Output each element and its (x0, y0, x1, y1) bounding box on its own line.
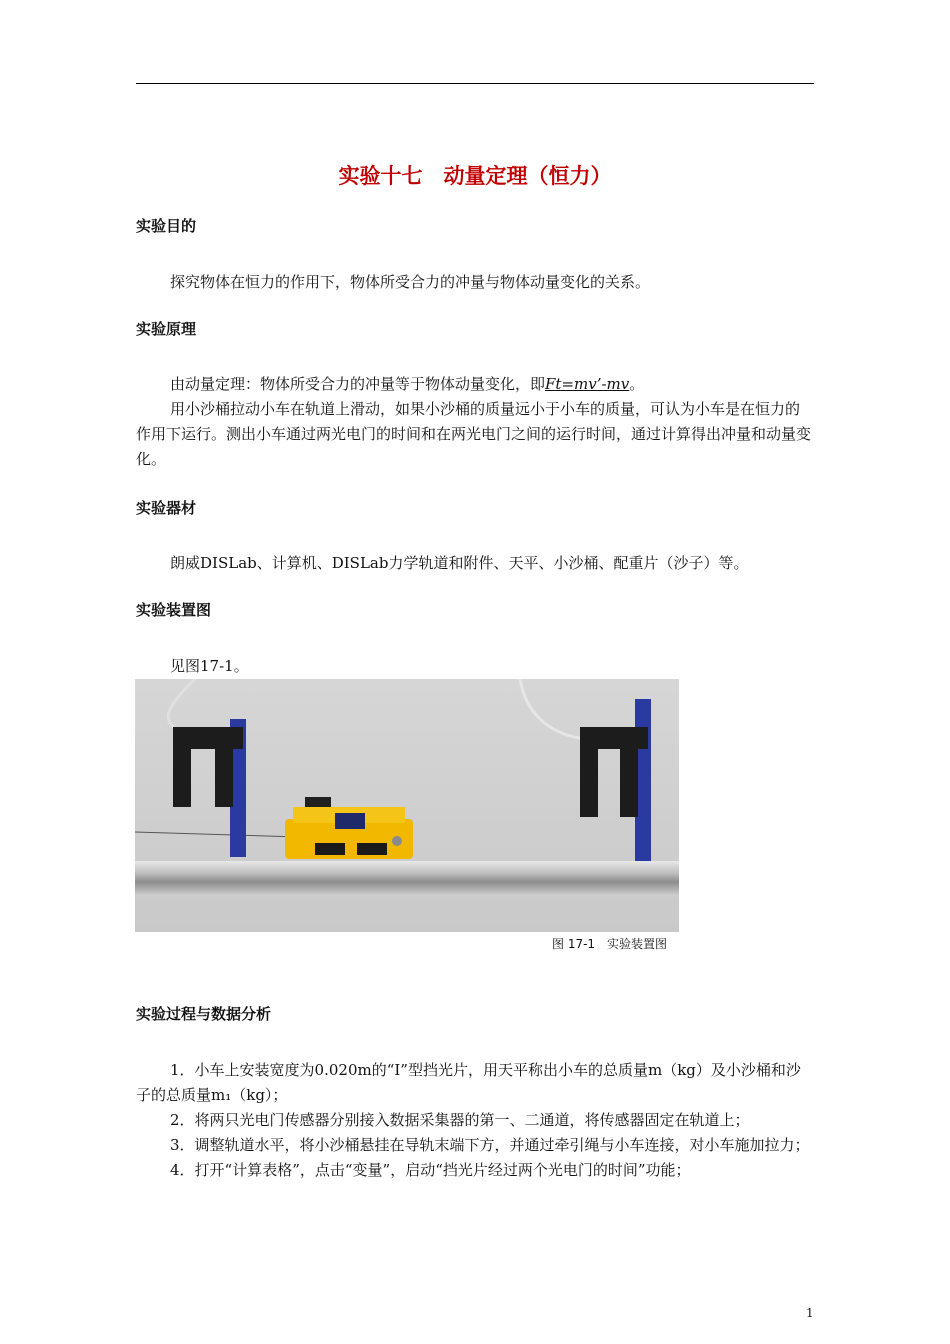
heading-setup: 实验装置图 (136, 601, 212, 619)
apparatus-figure (135, 679, 679, 932)
setup-paragraph (136, 654, 814, 679)
page-title: 实验十七 动量定理（恒力） (338, 164, 612, 188)
heading-procedure: 实验过程与数据分析 (136, 1005, 272, 1023)
figure-caption: 图 17-1 实验装置图 (552, 937, 668, 951)
principle-paragraph (136, 372, 814, 472)
principle-end: 。 (629, 375, 645, 393)
momentum-formula: Ft=mv’-mv (545, 375, 630, 393)
principle-line-2: 用小沙桶拉动小车在轨道上滑动，如果小沙桶的质量远小于小车的质量，可认为小车是在恒力的作用下运行。测出小车通过两光电门的时间和在两光电门之间的运行时间，通过计算得出冲量和动量变化。 (136, 400, 812, 468)
heading-principle: 实验原理 (136, 320, 197, 338)
purpose-text: 探究物体在恒力的作用下，物体所受合力的冲量与物体动量变化的关系。 (170, 273, 651, 291)
setup-text: 见图17-1。 (170, 657, 249, 675)
procedure-step-3: 3．调整轨道水平，将小沙桶悬挂在导轨末端下方，并通过牵引绳与小车连接，对小车施加拉力； (170, 1136, 810, 1154)
procedure-step-4: 4．打开“计算表格”，点击“变量”，启动“挡光片经过两个光电门的时间”功能； (170, 1161, 691, 1179)
procedure-step-2: 2．将两只光电门传感器分别接入数据采集器的第一、二通道，将传感器固定在轨道上； (170, 1111, 750, 1129)
procedure-step-1: 1．小车上安装宽度为0.020m的“I”型挡光片，用天平称出小车的总质量m（kg）及小沙桶和沙子的总质量m₁（kg）； (136, 1061, 801, 1104)
equipment-text: 朗威DISLab、计算机、DISLab力学轨道和附件、天平、小沙桶、配重片（沙子）等。 (170, 554, 749, 572)
principle-line-1 (136, 372, 814, 397)
heading-equipment: 实验器材 (136, 499, 197, 517)
procedure-paragraph (136, 1058, 814, 1183)
page-number: 1 (806, 1306, 814, 1320)
principle-text: 由动量定理：物体所受合力的冲量等于物体动量变化，即 (170, 375, 546, 393)
purpose-paragraph (136, 270, 814, 295)
heading-purpose: 实验目的 (136, 217, 197, 235)
track (135, 861, 679, 896)
header-rule (136, 83, 814, 84)
equipment-paragraph (136, 551, 814, 576)
